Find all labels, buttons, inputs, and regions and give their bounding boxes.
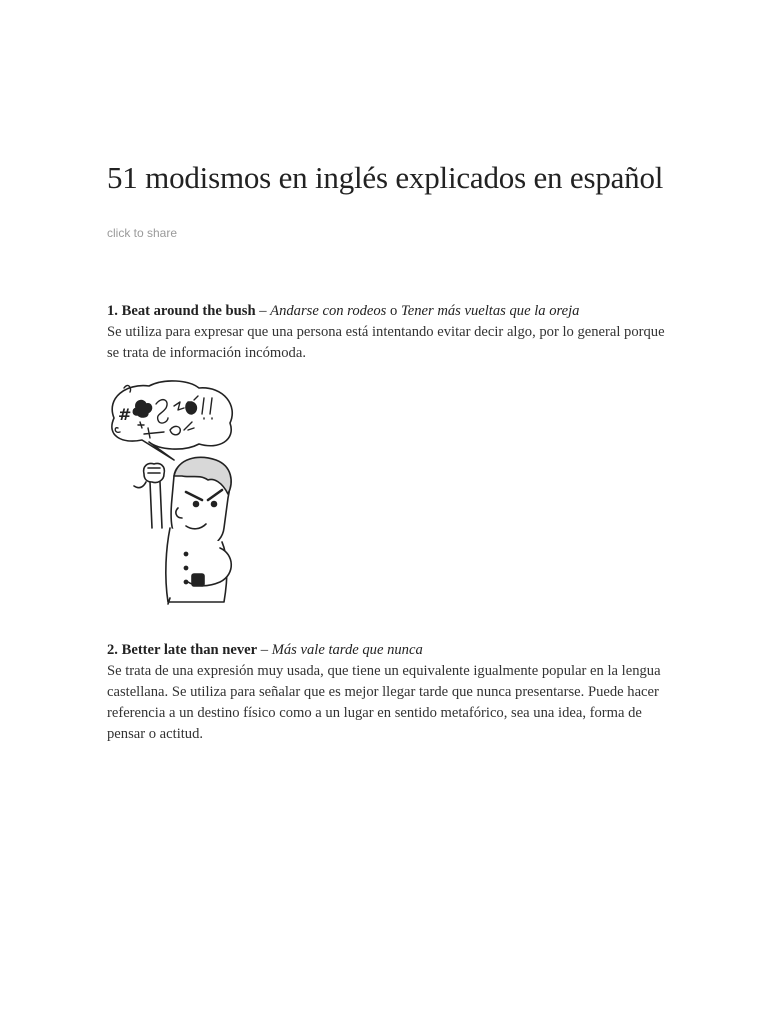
idiom-heading [107,301,667,322]
idiom-description: Se utiliza para expresar que una persona está intentando evitar decir algo, por lo general porque se trata de información incómoda. [107,324,665,361]
angry-man-cursing-illustration [104,378,236,606]
idiom-spanish-a: Andarse con rodeos [270,303,387,319]
idiom-number: 2. [107,642,118,658]
page-title: 51 modismos en inglés explicados en español [107,160,664,195]
idiom-entry-1 [107,301,667,364]
idiom-connector: o [390,303,398,319]
idiom-english: Beat around the bush [121,303,256,319]
idiom-description: Se trata de una expresión muy usada, que tiene un equivalente igualmente popular en la lengua castellana. Se utiliza para señalar que es mejor llegar tarde que nunca presentarse. Puede hacer referencia a un destino físico como a un lugar en sentido metafórico, sea una idea, forma de pensar o actitud. [107,663,661,742]
idiom-entry-2 [107,640,667,745]
svg-text:#: # [118,405,132,424]
share-link[interactable]: click to share [107,226,178,240]
idiom-english: Better late than never [121,642,258,658]
idiom-spanish-b: Tener más vueltas que la oreja [400,303,580,319]
idiom-spanish-a: Más vale tarde que nunca [271,642,423,658]
idiom-dash: – [259,303,267,319]
idiom-number: 1. [107,303,118,319]
idiom-dash: – [260,642,269,658]
idiom-heading [107,640,667,661]
